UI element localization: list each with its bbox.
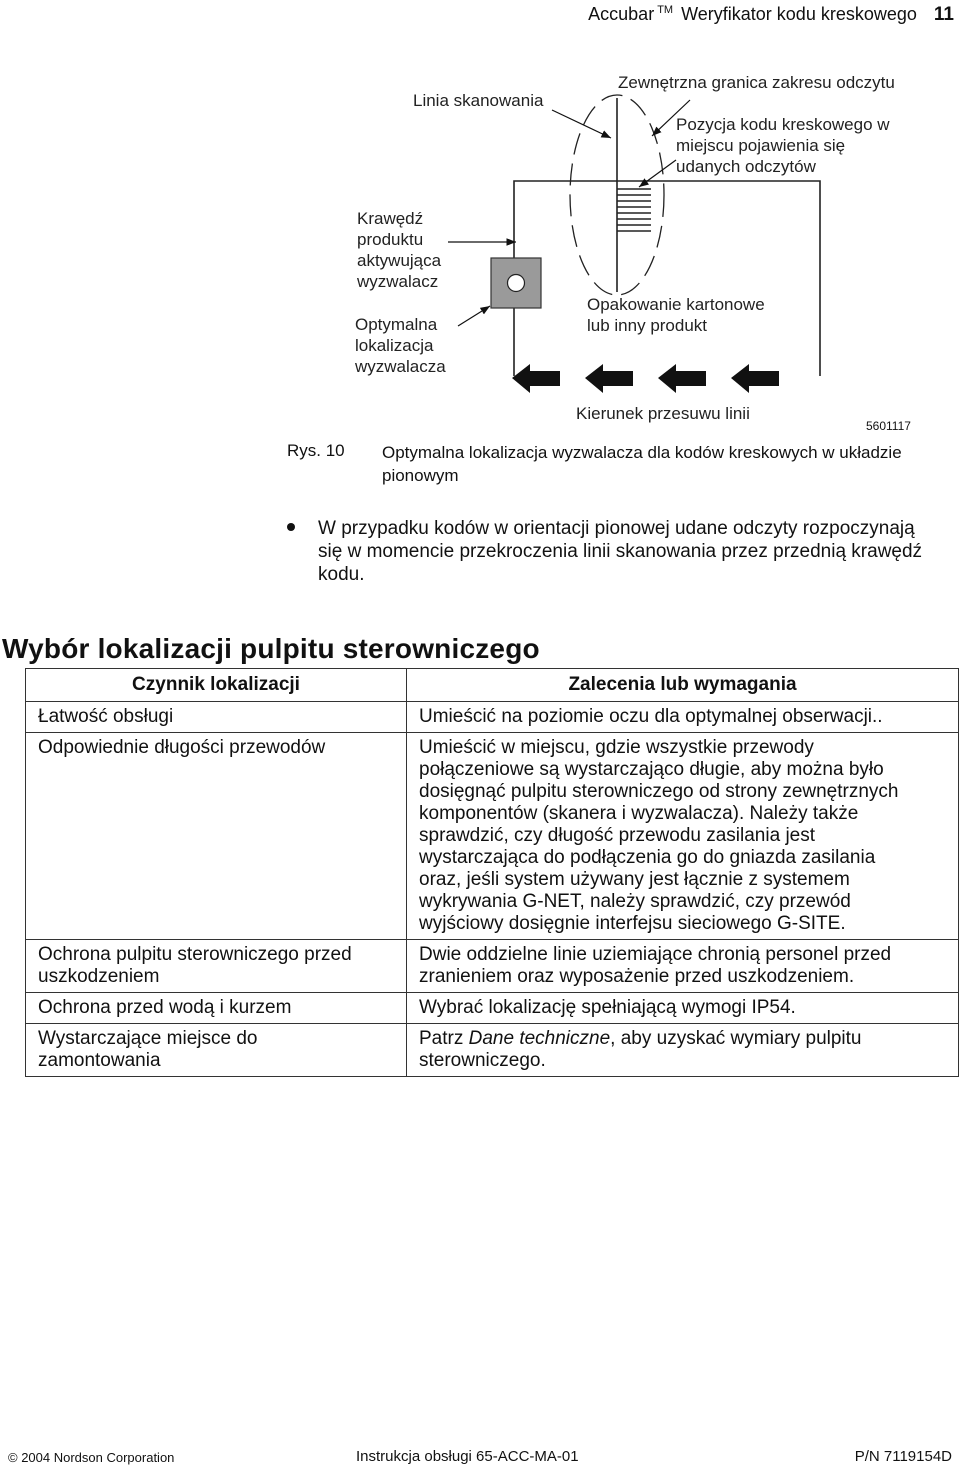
leader-trigger-location <box>458 306 490 326</box>
column-header-factor: Czynnik lokalizacji <box>26 669 407 702</box>
carton-outline <box>514 181 820 376</box>
label-barcode-position: Pozycja kodu kreskowego w miejscu pojawienia się udanych odczytów <box>676 115 890 176</box>
table-row <box>26 940 959 993</box>
location-table <box>25 668 959 1077</box>
direction-arrow-1 <box>512 364 560 393</box>
trademark-symbol: TM <box>657 4 674 16</box>
recommendation-cell: Dwie oddzielne linie uziemiające chronią personel przed zranieniem oraz wyposażenie przed uszkodzeniem. <box>407 940 959 993</box>
factor-cell: Odpowiednie długości przewodów <box>26 733 407 940</box>
footer-copyright: © 2004 Nordson Corporation <box>8 1450 175 1465</box>
factor-cell: Wystarczające miejsce do zamontowania <box>26 1024 407 1077</box>
figure-caption: Optymalna lokalizacja wyzwalacza dla kodów kreskowych w układzie pionowym <box>382 443 902 485</box>
section-title: Wybór lokalizacji pulpitu sterowniczego <box>2 633 540 664</box>
recommendation-cell: Umieścić w miejscu, gdzie wszystkie przewody połączeniowe są wystarczająco długie, aby można było dosięgnąć pulpitu sterowniczego od strony zewnętrznych komponentów (skanera i wyzwalacza). Należy także sprawdzić, czy długość przewodu zasilania jest wystarczająca do podłączenia go do gniazda zasilania oraz, jeśli system używany jest łącznie z systemem wykrywania G-NET, należy sprawdzić, czy przewód wyjściowy dosięgnie interfejsu sieciowego G-SITE. <box>407 733 959 940</box>
table-row <box>26 993 959 1024</box>
bullet-dot <box>287 523 295 531</box>
page-number: 11 <box>933 4 954 25</box>
figure-id: 5601117 <box>866 419 911 433</box>
recommendation-cell: Umieścić na poziomie oczu dla optymalnej obserwacji.. <box>407 702 959 733</box>
label-scan-line: Linia skanowania <box>413 91 544 110</box>
direction-arrow-3 <box>658 364 706 393</box>
column-header-recommendation: Zalecenia lub wymagania <box>407 669 959 702</box>
direction-arrows <box>512 364 779 393</box>
header-title: Weryfikator kodu kreskowego <box>681 4 917 24</box>
leader-barcode-position <box>639 160 676 187</box>
reference-dane-techniczne: Dane techniczne <box>468 1028 611 1049</box>
direction-arrow-2 <box>585 364 633 393</box>
leader-scan-line <box>552 110 611 138</box>
table-row <box>26 1024 959 1077</box>
recommendation-cell: Wybrać lokalizację spełniającą wymogi IP54. <box>407 993 959 1024</box>
figure-caption-number: Rys. 10 <box>287 441 345 460</box>
trigger-location-diagram <box>0 0 960 440</box>
sensor-lens <box>508 275 525 292</box>
bullet-text: W przypadku kodów w orientacji pionowej udane odczyty rozpoczynają się w momencie przekroczenia linii skanowania przez przednią krawędź kodu. <box>318 518 923 585</box>
label-packaging: Opakowanie kartonowe lub inny produkt <box>587 295 765 335</box>
factor-cell: Łatwość obsługi <box>26 702 407 733</box>
table-row <box>26 733 959 940</box>
recommendation-cell: Patrz Dane techniczne, aby uzyskać wymiary pulpitu sterowniczego. <box>407 1024 959 1077</box>
factor-cell: Ochrona pulpitu sterowniczego przed uszkodzeniem <box>26 940 407 993</box>
label-product-edge: Krawędź produktu aktywująca wyzwalacz <box>357 209 442 291</box>
label-direction: Kierunek przesuwu linii <box>576 404 750 423</box>
footer-part-number: P/N 7119154D <box>854 1448 952 1465</box>
factor-cell: Ochrona przed wodą i kurzem <box>26 993 407 1024</box>
barcode <box>617 189 651 231</box>
footer-manual: Instrukcja obsługi 65-ACC-MA-01 <box>356 1448 579 1465</box>
direction-arrow-4 <box>731 364 779 393</box>
table-row <box>26 702 959 733</box>
label-optimal-trigger: Optymalna lokalizacja wyzwalacza <box>355 315 446 376</box>
table-header-row <box>26 669 959 702</box>
label-outer-boundary: Zewnętrzna granica zakresu odczytu <box>618 73 895 92</box>
header-brand: Accubar <box>588 4 655 24</box>
